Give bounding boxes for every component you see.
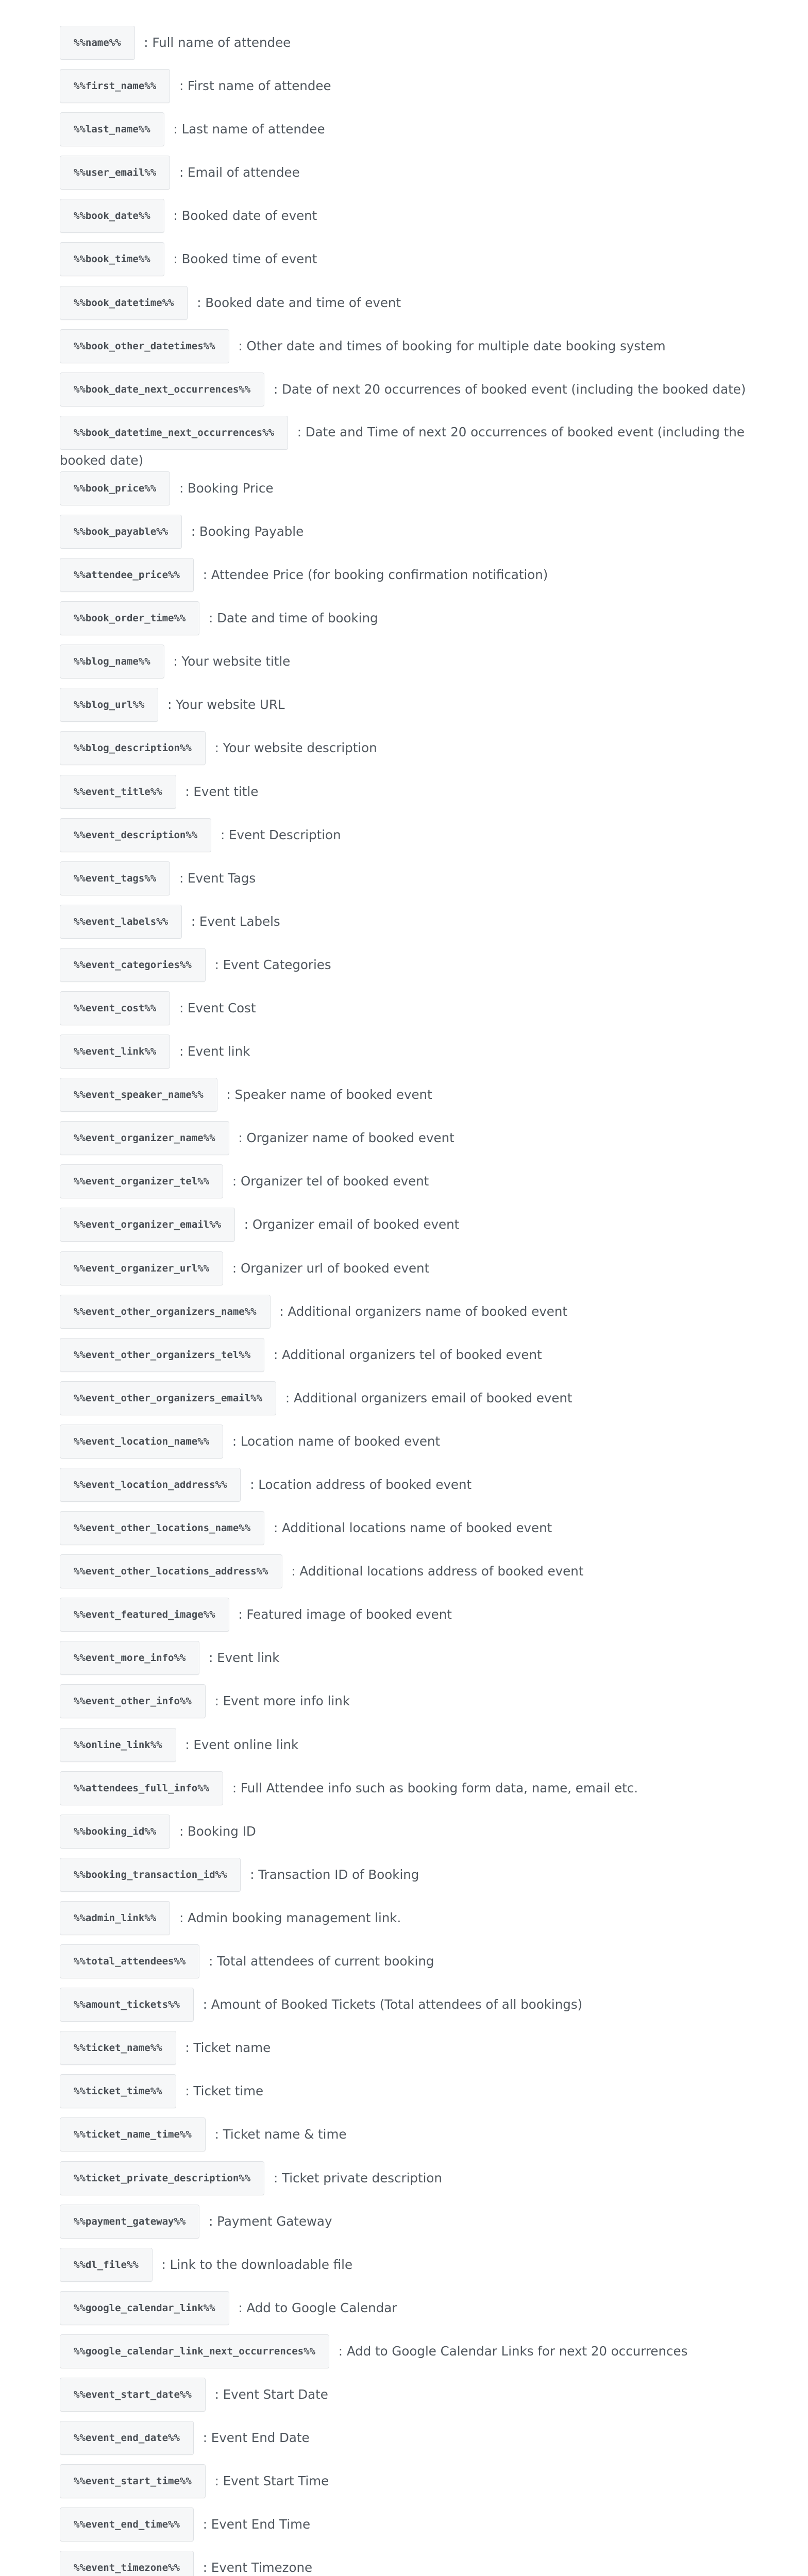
placeholder-description: : Event End Date <box>198 2430 310 2446</box>
placeholder-description: : Admin booking management link. <box>175 1910 401 1925</box>
placeholder-code: %%event_end_date%% <box>60 2421 194 2455</box>
placeholder-item <box>60 2074 750 2117</box>
placeholder-description: : Event Tags <box>175 870 256 886</box>
placeholder-description: : Speaker name of booked event <box>222 1087 432 1103</box>
placeholder-code: %%amount_tickets%% <box>60 1988 194 2022</box>
placeholder-description: : Your website description <box>210 740 377 756</box>
placeholder-item <box>60 861 750 905</box>
placeholder-code: %%event_title%% <box>60 775 176 809</box>
placeholder-description: : Your website URL <box>163 697 285 713</box>
placeholder-code: %%event_organizer_tel%% <box>60 1164 223 1198</box>
placeholder-item <box>60 1988 750 2031</box>
placeholder-description: : Additional organizers tel of booked event <box>270 1347 542 1362</box>
placeholder-description: : Event End Time <box>198 2517 311 2532</box>
placeholder-description: : Booked date of event <box>169 208 317 224</box>
placeholder-description: : Total attendees of current booking <box>205 1954 434 1969</box>
placeholder-description: : Event link <box>205 1650 280 1666</box>
placeholder-item <box>60 2161 750 2205</box>
placeholder-description: : Link to the downloadable file <box>157 2257 353 2272</box>
placeholder-item <box>60 1164 750 1208</box>
placeholder-description: : Date and time of booking <box>205 611 378 626</box>
placeholder-description: : Event Start Date <box>210 2386 328 2402</box>
placeholder-item <box>60 1295 750 1338</box>
placeholder-code: %%ticket_time%% <box>60 2074 176 2108</box>
placeholder-description: : Other date and times of booking for multiple date booking system <box>234 338 666 353</box>
placeholder-description: : Ticket time <box>181 2083 264 2099</box>
placeholder-code: %%event_end_time%% <box>60 2507 194 2541</box>
placeholder-item <box>60 2117 750 2161</box>
placeholder-item <box>60 1381 750 1425</box>
placeholder-item <box>60 471 750 515</box>
placeholder-item <box>60 2334 750 2378</box>
placeholder-item <box>60 2031 750 2074</box>
placeholder-item <box>60 1078 750 1121</box>
placeholder-item <box>60 905 750 948</box>
placeholder-code: %%total_attendees%% <box>60 1944 199 1978</box>
placeholder-code: %%event_other_organizers_name%% <box>60 1295 271 1329</box>
placeholder-description: : Email of attendee <box>175 165 300 180</box>
placeholder-item <box>60 688 750 731</box>
placeholder-item <box>60 2421 750 2464</box>
placeholder-description: : Booked time of event <box>169 251 317 267</box>
placeholder-code: %%book_time%% <box>60 242 164 276</box>
placeholder-description: : Date and Time of next 20 occurrences of booked event (including the booked date) <box>60 424 745 468</box>
placeholder-code: %%first_name%% <box>60 69 170 103</box>
placeholder-description: : Event title <box>181 784 259 799</box>
placeholder-description: : Event Cost <box>175 1000 256 1015</box>
placeholder-code: %%event_other_info%% <box>60 1684 206 1718</box>
placeholder-code: %%event_other_organizers_email%% <box>60 1381 276 1415</box>
placeholder-code: %%event_organizer_name%% <box>60 1121 229 1155</box>
placeholder-item <box>60 242 750 285</box>
placeholder-item <box>60 1338 750 1381</box>
placeholder-item <box>60 199 750 242</box>
placeholder-description: : Location address of booked event <box>246 1477 472 1492</box>
placeholder-item <box>60 1035 750 1078</box>
placeholder-code: %%book_other_datetimes%% <box>60 329 229 363</box>
placeholder-item <box>60 26 750 69</box>
placeholder-item <box>60 112 750 156</box>
placeholder-item <box>60 1425 750 1468</box>
placeholder-item <box>60 775 750 818</box>
placeholder-description: : Additional organizers name of booked event <box>275 1303 568 1319</box>
placeholder-description: : Additional locations address of booked event <box>287 1564 584 1579</box>
placeholder-item <box>60 2291 750 2334</box>
placeholder-code: %%event_location_address%% <box>60 1468 241 1502</box>
placeholder-code: %%event_start_date%% <box>60 2378 206 2412</box>
placeholder-code: %%last_name%% <box>60 112 164 146</box>
placeholder-code: %%event_organizer_url%% <box>60 1251 223 1285</box>
placeholder-code: %%event_other_locations_address%% <box>60 1554 282 1588</box>
placeholder-description: : Your website title <box>169 654 291 669</box>
placeholder-description: : Last name of attendee <box>169 122 325 137</box>
placeholder-code: %%book_datetime_next_occurrences%% <box>60 416 288 450</box>
placeholder-item <box>60 2205 750 2248</box>
placeholder-item <box>60 1771 750 1815</box>
placeholder-description: : Location name of booked event <box>228 1433 441 1449</box>
placeholder-code: %%event_categories%% <box>60 948 206 982</box>
placeholder-description: : Event Timezone <box>198 2560 313 2575</box>
placeholder-description: : Full Attendee info such as booking form data, name, email etc. <box>228 1780 638 1795</box>
placeholder-description: : Ticket private description <box>270 2170 442 2185</box>
placeholder-code: %%booking_id%% <box>60 1815 170 1849</box>
placeholder-code: %%event_description%% <box>60 818 211 852</box>
placeholder-description: : Add to Google Calendar Links for next 20 occurrences <box>334 2343 688 2359</box>
placeholder-item <box>60 1815 750 1858</box>
placeholder-item <box>60 69 750 112</box>
placeholder-code: %%google_calendar_link%% <box>60 2291 229 2325</box>
placeholder-description: : Event more info link <box>210 1693 350 1709</box>
placeholder-description: : Full name of attendee <box>140 35 291 50</box>
placeholder-item <box>60 156 750 199</box>
placeholder-description: : Booking Price <box>175 480 274 496</box>
placeholder-item <box>60 1728 750 1771</box>
placeholder-item <box>60 372 750 416</box>
placeholder-code: %%book_order_time%% <box>60 601 199 635</box>
placeholder-description: : Organizer name of booked event <box>234 1130 454 1146</box>
placeholder-item <box>60 2378 750 2421</box>
placeholder-description: : Booked date and time of event <box>193 295 401 310</box>
placeholder-code: %%blog_url%% <box>60 688 158 722</box>
placeholder-item <box>60 1121 750 1164</box>
placeholder-item <box>60 1641 750 1684</box>
placeholder-item <box>60 329 750 372</box>
placeholder-item <box>60 991 750 1035</box>
placeholder-code: %%booking_transaction_id%% <box>60 1858 241 1892</box>
placeholder-code: %%user_email%% <box>60 156 170 190</box>
placeholder-code: %%book_date%% <box>60 199 164 233</box>
placeholder-item <box>60 2507 750 2551</box>
placeholder-description: : Additional organizers email of booked event <box>281 1390 573 1405</box>
placeholder-code: %%ticket_name%% <box>60 2031 176 2065</box>
placeholder-item <box>60 601 750 645</box>
placeholder-description: : Event Labels <box>187 913 280 929</box>
placeholder-description: : Attendee Price (for booking confirmation notification) <box>198 567 548 583</box>
placeholder-description: : Organizer email of booked event <box>240 1217 460 1232</box>
placeholder-list <box>60 26 750 2576</box>
placeholder-code: %%event_tags%% <box>60 861 170 895</box>
placeholder-item <box>60 515 750 558</box>
placeholder-code: %%event_speaker_name%% <box>60 1078 217 1112</box>
placeholder-item <box>60 286 750 329</box>
placeholder-item <box>60 1208 750 1251</box>
placeholder-code: %%book_price%% <box>60 471 170 505</box>
placeholder-item <box>60 1684 750 1727</box>
placeholder-description: : Amount of Booked Tickets (Total attendees of all bookings) <box>198 1997 583 2012</box>
placeholder-description: : Event link <box>175 1044 250 1059</box>
placeholder-item <box>60 645 750 688</box>
placeholder-code: %%name%% <box>60 26 135 60</box>
placeholder-description: : Ticket name & time <box>210 2127 347 2142</box>
placeholder-description: : Event Description <box>216 827 341 842</box>
placeholder-code: %%event_cost%% <box>60 991 170 1025</box>
placeholder-code: %%book_payable%% <box>60 515 182 549</box>
placeholder-description: : Booking Payable <box>187 523 304 539</box>
placeholder-code: %%event_other_organizers_tel%% <box>60 1338 264 1372</box>
placeholder-code: %%event_featured_image%% <box>60 1598 229 1632</box>
placeholder-code: %%ticket_name_time%% <box>60 2117 206 2151</box>
placeholder-description: : Date of next 20 occurrences of booked event (including the booked date) <box>270 381 746 397</box>
placeholder-description: : Event Categories <box>210 957 331 972</box>
placeholder-item <box>60 1251 750 1295</box>
placeholder-code: %%event_location_name%% <box>60 1425 223 1459</box>
placeholder-code: %%admin_link%% <box>60 1901 170 1935</box>
placeholder-item <box>60 2551 750 2576</box>
placeholder-code: %%attendees_full_info%% <box>60 1771 223 1805</box>
placeholder-description: : Organizer url of booked event <box>228 1260 430 1276</box>
placeholder-item <box>60 1858 750 1901</box>
placeholder-item <box>60 2248 750 2291</box>
placeholder-item <box>60 1554 750 1598</box>
placeholder-item <box>60 818 750 861</box>
placeholder-code: %%payment_gateway%% <box>60 2205 199 2239</box>
placeholder-code: %%ticket_private_description%% <box>60 2161 264 2195</box>
placeholder-description: : Add to Google Calendar <box>234 2300 397 2315</box>
placeholder-item <box>60 1901 750 1944</box>
placeholder-code: %%event_start_time%% <box>60 2464 206 2498</box>
placeholder-code: %%event_labels%% <box>60 905 182 939</box>
placeholder-item <box>60 1598 750 1641</box>
placeholder-description: : Ticket name <box>181 2040 271 2056</box>
placeholder-item <box>60 1511 750 1554</box>
placeholder-code: %%event_link%% <box>60 1035 170 1069</box>
placeholder-description: : Featured image of booked event <box>234 1607 452 1622</box>
placeholder-code: %%google_calendar_link_next_occurrences%% <box>60 2334 329 2368</box>
placeholder-code: %%book_datetime%% <box>60 286 188 320</box>
placeholder-code: %%blog_name%% <box>60 645 164 679</box>
placeholder-item <box>60 731 750 774</box>
placeholder-description: : Additional locations name of booked event <box>270 1520 552 1536</box>
placeholder-item <box>60 416 750 471</box>
placeholder-code: %%event_other_locations_name%% <box>60 1511 264 1545</box>
placeholder-description: : Booking ID <box>175 1823 256 1839</box>
placeholder-description: : Transaction ID of Booking <box>246 1867 419 1882</box>
placeholder-code: %%attendee_price%% <box>60 558 194 592</box>
placeholder-description: : Event Start Time <box>210 2473 329 2489</box>
placeholder-code: %%book_date_next_occurrences%% <box>60 372 264 406</box>
placeholder-code: %%event_more_info%% <box>60 1641 199 1675</box>
placeholder-item <box>60 948 750 991</box>
placeholder-description: : Event online link <box>181 1737 299 1752</box>
placeholder-item <box>60 2464 750 2507</box>
placeholder-item <box>60 1944 750 1988</box>
placeholder-code: %%blog_description%% <box>60 731 206 765</box>
placeholder-description: : Organizer tel of booked event <box>228 1174 429 1189</box>
placeholder-code: %%online_link%% <box>60 1728 176 1762</box>
placeholder-code: %%event_timezone%% <box>60 2551 194 2576</box>
placeholder-code: %%dl_file%% <box>60 2248 153 2282</box>
placeholder-description: : Payment Gateway <box>205 2213 332 2229</box>
placeholder-description: : First name of attendee <box>175 78 331 94</box>
placeholder-item <box>60 1468 750 1511</box>
placeholder-code: %%event_organizer_email%% <box>60 1208 235 1242</box>
placeholder-item <box>60 558 750 601</box>
